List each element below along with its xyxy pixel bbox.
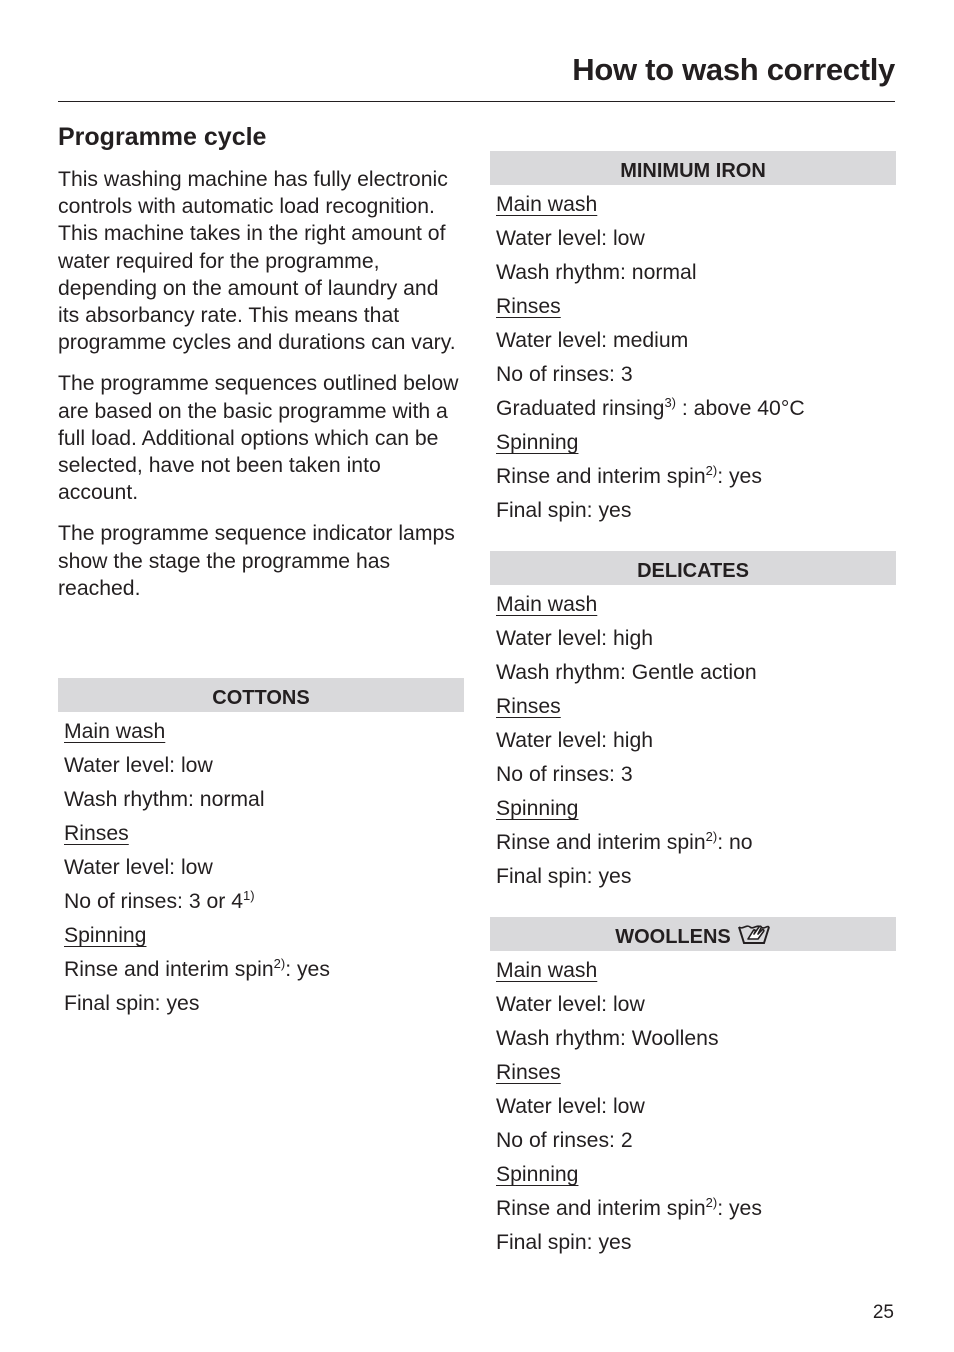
item-text: Final spin: yes xyxy=(496,499,632,522)
item-text: Final spin: yes xyxy=(496,1231,632,1254)
item-text: Rinse and interim spin xyxy=(496,465,706,488)
programme-item xyxy=(496,1223,896,1257)
item-text: Water level: high xyxy=(496,729,654,752)
item-value: : yes xyxy=(285,958,330,981)
item-text: Water level: high xyxy=(496,627,654,650)
programme-items xyxy=(490,185,896,525)
item-text: Wash rhythm: Woollens xyxy=(496,1027,719,1050)
section-title: Programme cycle xyxy=(58,123,267,151)
item-text: Main wash xyxy=(64,720,166,743)
page-header xyxy=(58,52,895,102)
programme-title: WOOLLENS xyxy=(615,926,731,948)
intro-column xyxy=(58,122,464,616)
item-text: No of rinses: 3 or 4 xyxy=(64,890,243,913)
programme-item xyxy=(496,619,896,653)
programme-item xyxy=(496,253,896,287)
item-text: Rinses xyxy=(64,822,129,845)
item-text: Rinse and interim spin xyxy=(64,958,274,981)
item-text: Rinses xyxy=(496,1061,561,1084)
item-text: Spinning xyxy=(496,431,579,454)
programme-item xyxy=(496,755,896,789)
programme-item xyxy=(496,1087,896,1121)
item-text: Main wash xyxy=(496,959,598,982)
programme-stage-heading xyxy=(496,185,896,219)
item-text: No of rinses: 2 xyxy=(496,1129,633,1152)
footnote-ref: 2) xyxy=(705,829,718,844)
item-text: Water level: low xyxy=(496,993,645,1016)
programme-item xyxy=(496,355,896,389)
programme-header: DELICATES xyxy=(490,551,896,585)
programme-stage-heading xyxy=(496,1053,896,1087)
programme-item xyxy=(496,985,896,1019)
item-text: Rinses xyxy=(496,295,561,318)
programme-stage-heading xyxy=(496,423,896,457)
programme-header: COTTONS xyxy=(58,678,464,712)
item-value: : above 40°C xyxy=(676,397,805,420)
intro-paragraph-1: This washing machine has fully electronic controls with automatic load recognition. This machine takes in the right amount of water required for the programme, depending on the amount of laundry and its absorbancy rate. This means that programme cycles and durations can vary. xyxy=(58,168,456,355)
programme-item xyxy=(496,491,896,525)
item-text: Graduated rinsing xyxy=(496,397,665,420)
programme-item xyxy=(496,721,896,755)
programme-item xyxy=(496,1189,896,1223)
item-text: Wash rhythm: normal xyxy=(64,788,265,811)
programme-stage-heading xyxy=(496,287,896,321)
programme-stage-heading xyxy=(496,687,896,721)
programme-item xyxy=(64,780,464,814)
programme-item xyxy=(64,882,464,916)
page-title: How to wash correctly xyxy=(572,52,895,87)
programme-item xyxy=(64,950,464,984)
item-text: No of rinses: 3 xyxy=(496,763,633,786)
item-text: Wash rhythm: Gentle action xyxy=(496,661,757,684)
footnote-ref: 2) xyxy=(705,1195,718,1210)
programme-item xyxy=(496,653,896,687)
item-text: No of rinses: 3 xyxy=(496,363,633,386)
programme-item xyxy=(496,219,896,253)
intro-paragraph-2: The programme sequences outlined below are based on the basic programme with a full load. Additional options which can be selected, have not been taken into account. xyxy=(58,372,459,505)
footnote-ref: 2) xyxy=(273,956,286,971)
programme-item xyxy=(496,1019,896,1053)
programme-cottons xyxy=(58,678,464,1018)
item-text: Water level: low xyxy=(64,754,213,777)
hand-wash-icon xyxy=(737,920,771,960)
item-text: Rinse and interim spin xyxy=(496,831,706,854)
programme-item xyxy=(496,321,896,355)
programme-stage-heading xyxy=(64,916,464,950)
programme-items xyxy=(490,585,896,891)
item-text: Rinses xyxy=(496,695,561,718)
item-text: Spinning xyxy=(64,924,147,947)
item-text: Water level: low xyxy=(496,227,645,250)
programme-item xyxy=(64,746,464,780)
programme-item xyxy=(496,389,896,423)
item-text: Water level: low xyxy=(64,856,213,879)
programme-stage-heading xyxy=(496,789,896,823)
item-text: Spinning xyxy=(496,1163,579,1186)
footnote-ref: 2) xyxy=(705,463,718,478)
programme-stage-heading xyxy=(496,951,896,985)
programme-woollens xyxy=(490,917,896,1257)
programme-stage-heading xyxy=(496,585,896,619)
programme-stage-heading xyxy=(496,1155,896,1189)
programme-header: MINIMUM IRON xyxy=(490,151,896,185)
item-value: : yes xyxy=(717,465,762,488)
item-text: Water level: medium xyxy=(496,329,689,352)
footnote-ref: 3) xyxy=(664,395,676,410)
item-text: Rinse and interim spin xyxy=(496,1197,706,1220)
programme-delicates xyxy=(490,551,896,891)
item-value: : no xyxy=(717,831,753,854)
item-value: : yes xyxy=(717,1197,762,1220)
item-text: Main wash xyxy=(496,193,598,216)
programme-item xyxy=(64,848,464,882)
programme-item xyxy=(496,1121,896,1155)
item-text: Main wash xyxy=(496,593,598,616)
item-text: Final spin: yes xyxy=(64,992,200,1015)
page-number: 25 xyxy=(872,1302,894,1323)
programme-header xyxy=(490,917,896,951)
programme-item xyxy=(496,857,896,891)
programme-item xyxy=(496,457,896,491)
programme-stage-heading xyxy=(64,814,464,848)
programme-minimum-iron xyxy=(490,151,896,525)
item-text: Water level: low xyxy=(496,1095,645,1118)
footnote-ref: 1) xyxy=(243,888,255,903)
item-text: Wash rhythm: normal xyxy=(496,261,697,284)
intro-paragraph-3: The programme sequence indicator lamps show the stage the programme has reached. xyxy=(58,522,455,600)
programme-item xyxy=(496,823,896,857)
item-text: Spinning xyxy=(496,797,579,820)
item-text: Final spin: yes xyxy=(496,865,632,888)
programme-items xyxy=(490,951,896,1257)
programme-item xyxy=(64,984,464,1018)
programme-stage-heading xyxy=(64,712,464,746)
programme-items xyxy=(58,712,464,1018)
